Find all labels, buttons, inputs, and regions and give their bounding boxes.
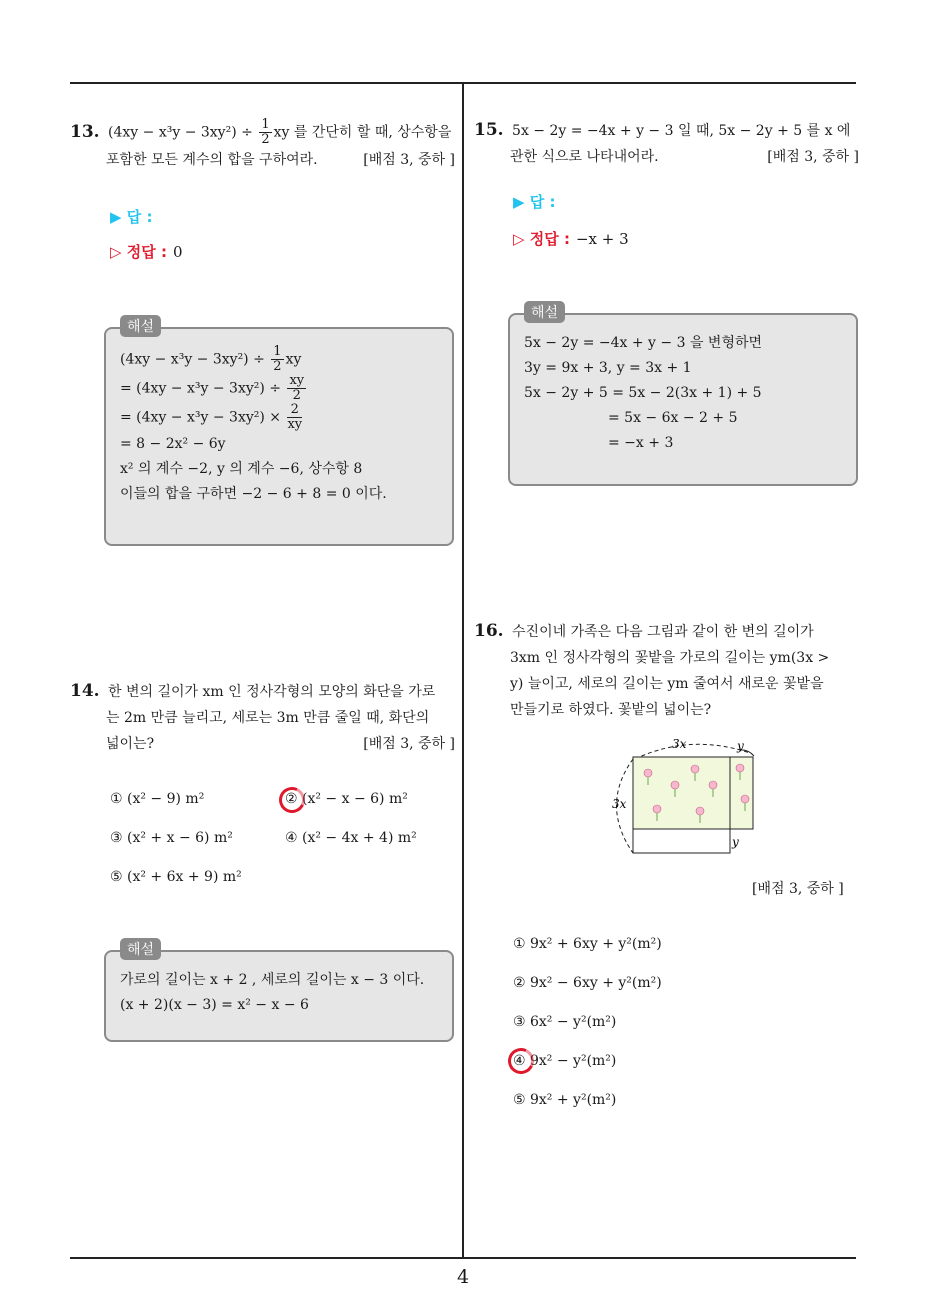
- score-label: [배점 3, 중하 ]: [363, 152, 455, 168]
- choice-5[interactable]: ⑤ 9x² + y²(m²): [513, 1092, 617, 1108]
- correct-label: ▷ 정답 :: [513, 230, 570, 248]
- correct-answer: [513, 228, 629, 249]
- fraction: $\frac{xy}{2}$: [289, 373, 305, 403]
- solution-line: 3y = 9x + 3, y = 3x + 1: [524, 360, 692, 376]
- score-label: [배점 3, 중하 ]: [752, 881, 844, 897]
- solution-line: 가로의 길이는 x + 2 , 세로의 길이는 x − 3 이다.: [120, 972, 425, 988]
- question-text: 넓이는?: [106, 736, 155, 752]
- choice-2[interactable]: ② (x² − x − 6) m²: [285, 791, 408, 807]
- solution-line: = (4xy − x³y − 3xy²) × $\frac{2}{xy}$: [120, 402, 303, 432]
- answer-label: ▶ 답 :: [110, 208, 153, 226]
- bottom-y-label: y: [732, 835, 739, 849]
- flower-icon: [741, 795, 749, 803]
- choice-1[interactable]: ① 9x² + 6xy + y²(m²): [513, 936, 662, 952]
- page-number: 4: [456, 1266, 470, 1288]
- solution-line: 5x − 2y = −4x + y − 3 을 변형하면: [524, 335, 763, 351]
- question-15: [474, 117, 859, 170]
- question-number: 16.: [474, 621, 504, 641]
- fraction: $\frac{2}{xy}$: [287, 402, 303, 432]
- column-divider: [462, 82, 464, 1259]
- choice-5[interactable]: ⑤ (x² + 6x + 9) m²: [110, 869, 242, 885]
- solution-tab: 해설: [120, 938, 161, 960]
- question-text: 3xm 인 정사각형의 꽃밭을 가로의 길이는 ym(3x >: [510, 650, 830, 666]
- correct-value: 0: [172, 243, 183, 261]
- solution-tab: 해설: [120, 315, 161, 337]
- solution-box-15: [508, 313, 858, 486]
- top-length-label: 3x: [672, 737, 687, 751]
- flower-icon: [736, 764, 744, 772]
- question-text: 수진이네 가족은 다음 그림과 같이 한 변의 길이가: [512, 624, 814, 640]
- question-number: 15.: [474, 120, 504, 140]
- choice-3[interactable]: ③ 6x² − y²(m²): [513, 1014, 617, 1030]
- question-text: 관한 식으로 나타내어라.: [510, 149, 659, 165]
- selected-answer-mark: [504, 1044, 537, 1077]
- left-length-label: 3x: [612, 797, 627, 811]
- question-text: 는 2m 만큼 늘리고, 세로는 3m 만큼 줄일 때, 화단의: [106, 710, 430, 726]
- choice-3[interactable]: ③ (x² + x − 6) m²: [110, 830, 233, 846]
- question-number: 14.: [70, 681, 100, 701]
- flower-icon: [691, 765, 699, 773]
- removed-strip: [633, 829, 730, 853]
- solution-line: (4xy − x³y − 3xy²) ÷ $\frac{1}{2}$ xy: [120, 344, 302, 374]
- solution-line: (x + 2)(x − 3) = x² − x − 6: [120, 997, 309, 1013]
- choice-4[interactable]: ④ 9x² − y²(m²): [513, 1053, 617, 1069]
- solution-tab: 해설: [524, 301, 565, 323]
- correct-label: ▷ 정답 :: [110, 243, 167, 261]
- solution-line: 5x − 2y + 5 = 5x − 2(3x + 1) + 5: [524, 385, 762, 401]
- question-14: [70, 678, 455, 757]
- score-label: [배점 3, 중하 ]: [363, 736, 455, 752]
- question-16: [474, 618, 859, 723]
- solution-line: = −x + 3: [608, 435, 674, 451]
- question-text: xy 를 간단히 할 때, 상수항을: [273, 124, 452, 141]
- solution-line: 이들의 합을 구하면 −2 − 6 + 8 = 0 이다.: [120, 486, 387, 502]
- bottom-rule: [70, 1257, 856, 1259]
- question-text: (4xy − x³y − 3xy²) ÷: [108, 124, 258, 141]
- solution-line: = 8 − 2x² − 6y: [120, 436, 226, 452]
- question-13: [70, 118, 455, 173]
- correct-answer: [110, 241, 183, 262]
- choice-4[interactable]: ④ (x² − 4x + 4) m²: [285, 830, 417, 846]
- correct-value: −x + 3: [575, 230, 629, 248]
- fraction: $\frac{1}{2}$: [261, 117, 270, 147]
- fraction: $\frac{1}{2}$: [273, 344, 282, 374]
- question-text: 만들기로 하였다. 꽃밭의 넓이는?: [510, 702, 712, 718]
- score-label: [배점 3, 중하 ]: [767, 149, 859, 165]
- choice-1[interactable]: ① (x² − 9) m²: [110, 791, 205, 807]
- flower-icon: [709, 781, 717, 789]
- question-text: 5x − 2y = −4x + y − 3 일 때, 5x − 2y + 5 를 x 에: [512, 123, 851, 139]
- answer-label: ▶ 답 :: [513, 193, 556, 211]
- question-text: 한 변의 길이가 xm 인 정사각형의 모양의 화단을 가로: [108, 684, 436, 700]
- flower-icon: [696, 807, 704, 815]
- solution-line: x² 의 계수 −2, y 의 계수 −6, 상수항 8: [120, 461, 363, 477]
- flower-icon: [644, 769, 652, 777]
- question-number: 13.: [70, 121, 100, 142]
- solution-box-14: [104, 950, 454, 1042]
- flower-icon: [671, 781, 679, 789]
- selected-answer-mark: [275, 783, 308, 816]
- flower-icon: [653, 805, 661, 813]
- choice-2[interactable]: ② 9x² − 6xy + y²(m²): [513, 975, 662, 991]
- solution-line: = 5x − 6x − 2 + 5: [608, 410, 738, 426]
- flower-garden-figure: [600, 735, 800, 865]
- question-text: 포함한 모든 계수의 합을 구하여라.: [106, 152, 318, 168]
- question-text: y) 늘이고, 세로의 길이는 ym 줄여서 새로운 꽃밭을: [510, 676, 824, 692]
- top-y-label: y: [737, 739, 744, 753]
- solution-box-13: [104, 327, 454, 546]
- solution-line: = (4xy − x³y − 3xy²) ÷ $\frac{xy}{2}$: [120, 373, 305, 403]
